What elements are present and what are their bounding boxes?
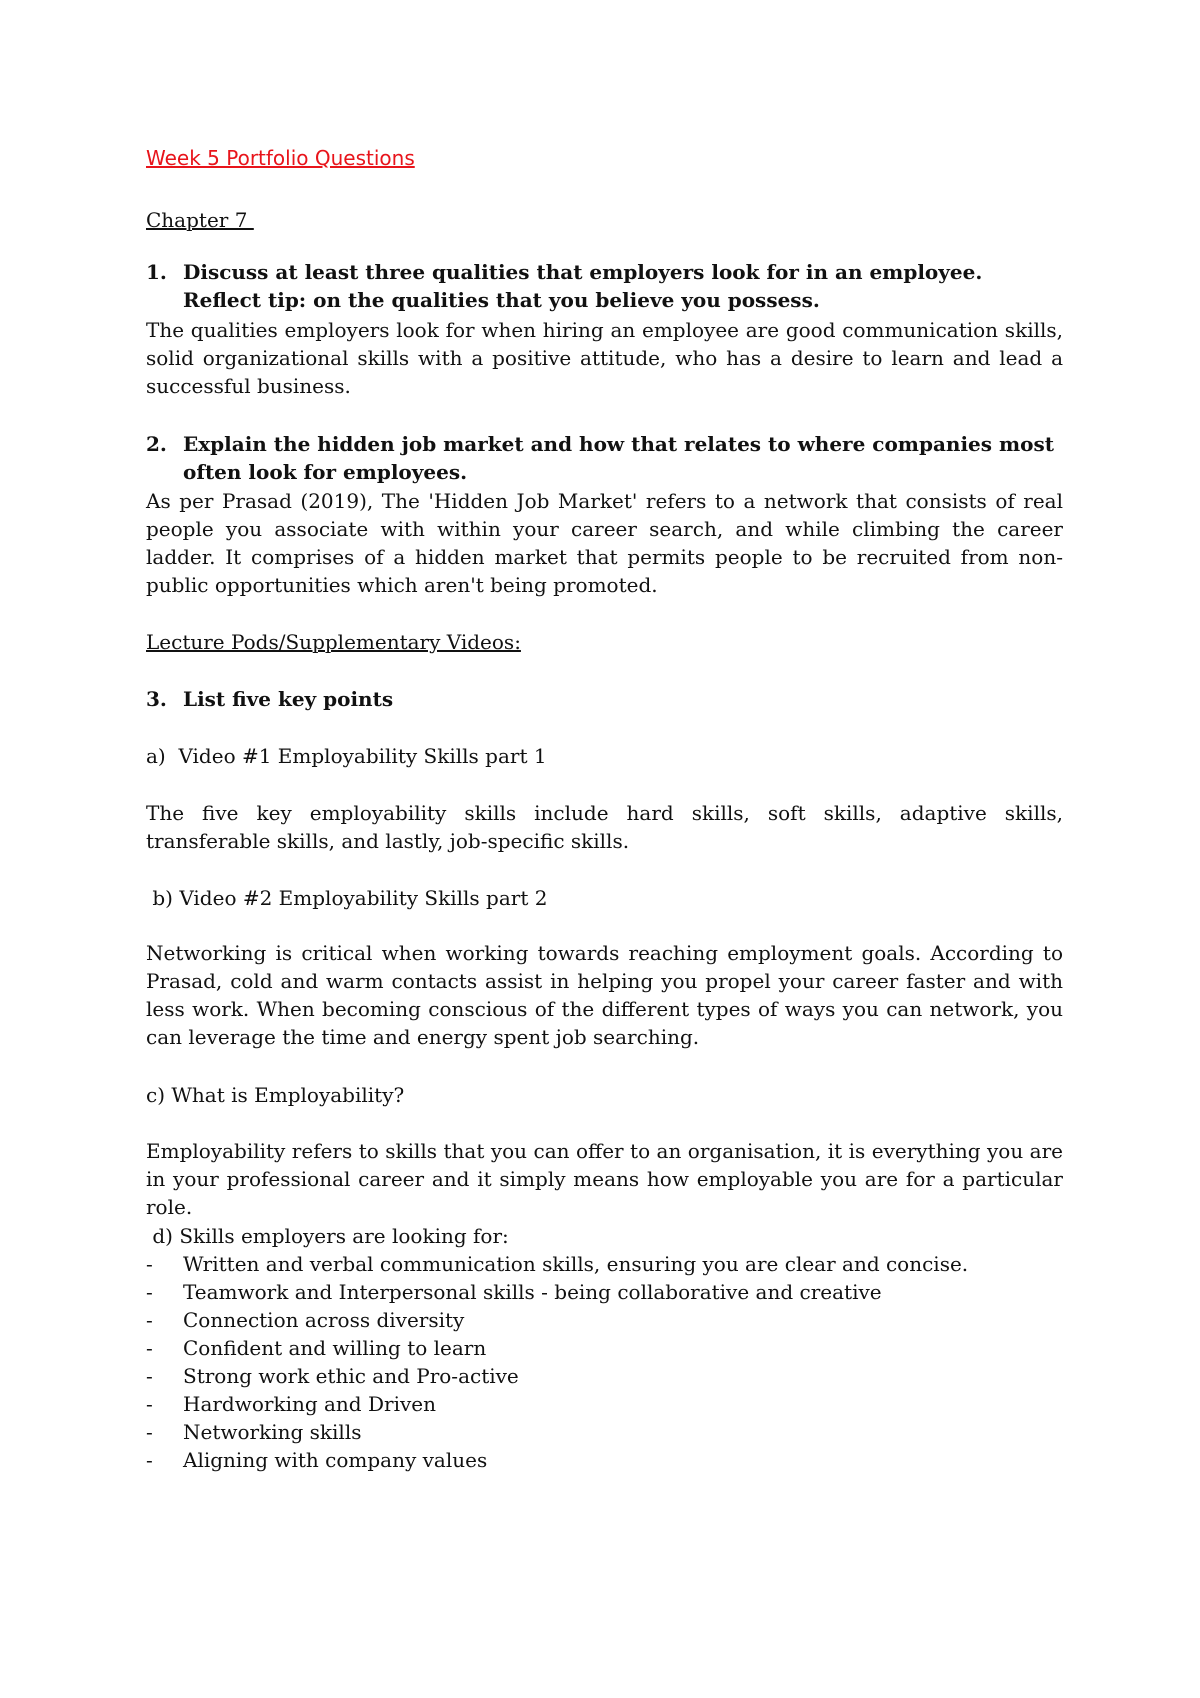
bullet-dash: - (146, 1392, 153, 1416)
section-b-answer: Networking is critical when working towards reaching employment goals. According to Prasad, cold and warm contacts assist in helping you propel your career faster and with less work. When becoming conscious of the different types of ways you can network, you can leverage the time and energy spent job searching. (146, 941, 1063, 1049)
list-item (146, 1250, 968, 1278)
list-item (146, 1278, 968, 1306)
question-2 (146, 430, 1063, 486)
list-item (146, 1306, 968, 1334)
section-d-heading: d) Skills employers are looking for: (146, 1224, 509, 1248)
section-b-heading: b) Video #2 Employability Skills part 2 (146, 886, 548, 910)
question-3-number: 3. (146, 687, 167, 711)
list-item-text: Teamwork and Interpersonal skills - being collaborative and creative (183, 1280, 882, 1304)
list-item (146, 1362, 968, 1390)
list-item (146, 1418, 968, 1446)
question-2-text: Explain the hidden job market and how that relates to where companies most often look for employees. (183, 432, 1054, 484)
section-c-answer: Employability refers to skills that you can offer to an organisation, it is everything you are in your professional career and it simply means how employable you are for a particular role. (146, 1139, 1063, 1219)
question-3-text: List five key points (183, 687, 394, 711)
section-c-heading: c) What is Employability? (146, 1083, 405, 1107)
document-title: Week 5 Portfolio Questions (146, 146, 415, 170)
list-item-text: Confident and willing to learn (183, 1336, 487, 1360)
question-1-text: Discuss at least three qualities that employers look for in an employee. Reflect tip: on the qualities that you believe you possess. (183, 260, 983, 312)
list-item (146, 1390, 968, 1418)
answer-1: The qualities employers look for when hiring an employee are good communication skills, solid organizational skills with a positive attitude, who has a desire to learn and lead a successful business. (146, 318, 1063, 398)
bullet-dash: - (146, 1420, 153, 1444)
list-item-text: Aligning with company values (183, 1448, 488, 1472)
list-item-text: Networking skills (183, 1420, 362, 1444)
bullet-dash: - (146, 1364, 153, 1388)
list-item (146, 1334, 968, 1362)
bullet-dash: - (146, 1252, 153, 1276)
list-item-text: Connection across diversity (183, 1308, 465, 1332)
question-1 (146, 258, 1063, 314)
skills-list (146, 1250, 968, 1474)
bullet-dash: - (146, 1448, 153, 1472)
question-1-number: 1. (146, 260, 167, 284)
question-3 (146, 685, 1063, 713)
bullet-dash: - (146, 1336, 153, 1360)
bullet-dash: - (146, 1308, 153, 1332)
lecture-heading: Lecture Pods/Supplementary Videos: (146, 630, 521, 654)
section-a-heading: a) Video #1 Employability Skills part 1 (146, 744, 547, 768)
list-item (146, 1446, 968, 1474)
bullet-dash: - (146, 1280, 153, 1304)
list-item-text: Hardworking and Driven (183, 1392, 436, 1416)
section-a-answer: The five key employability skills include hard skills, soft skills, adaptive skills, transferable skills, and lastly, job-specific skills. (146, 801, 1063, 853)
list-item-text: Strong work ethic and Pro-active (183, 1364, 519, 1388)
question-2-number: 2. (146, 432, 167, 456)
answer-2: As per Prasad (2019), The 'Hidden Job Market' refers to a network that consists of real people you associate with within your career search, and while climbing the career ladder. It comprises of a hidden market that permits people to be recruited from non-public opportunities which aren't being promoted. (146, 489, 1063, 597)
chapter-heading: Chapter 7 (146, 208, 254, 232)
list-item-text: Written and verbal communication skills, ensuring you are clear and concise. (183, 1252, 969, 1276)
